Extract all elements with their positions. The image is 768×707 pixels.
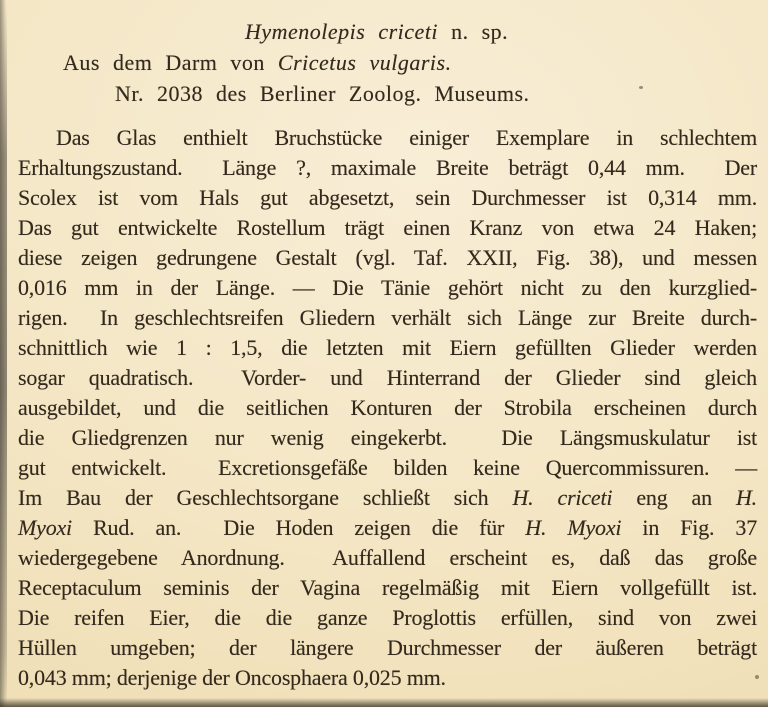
species-name-italic: H. Myoxi	[525, 515, 622, 540]
body-text-line	[18, 573, 757, 603]
text-segment: Scolex ist vom Hals gut abgesetzt, sein Durchmesser ist 0,314 mm.	[18, 185, 757, 210]
text-segment: diese zeigen gedrungene Gestalt (vgl. Taf. XXII, Fig. 38), und messen	[18, 245, 757, 270]
body-paragraph	[18, 123, 757, 693]
heading-line	[0, 78, 768, 109]
text-segment: 0,016 mm in der Länge. — Die Tänie gehört nicht zu den kurzglied-	[18, 275, 757, 300]
text-segment: n. sp.	[438, 19, 509, 44]
text-segment: Das Glas enthielt Bruchstücke einiger Exemplare in schlechtem	[56, 125, 757, 150]
body-text-line	[18, 183, 757, 213]
body-text-line	[18, 483, 757, 513]
body-text-line	[18, 153, 757, 183]
page-bottom-edge	[0, 698, 768, 707]
species-name-italic: Cricetus vulgaris.	[277, 50, 452, 75]
body-text-line	[18, 333, 757, 363]
heading-line	[0, 47, 768, 78]
text-segment: Hüllen umgeben; der längere Durchmesser der äußeren beträgt	[18, 635, 757, 660]
species-name-italic: Hymenolepis criceti	[245, 19, 439, 44]
heading	[0, 0, 768, 109]
text-segment: eng an	[612, 485, 736, 510]
body-text-line	[18, 603, 757, 633]
text-segment: die Gliedgrenzen nur wenig eingekerbt. Die Längsmuskulatur ist	[18, 425, 757, 450]
species-name-italic: H.	[735, 485, 757, 510]
body-text-line	[18, 423, 757, 453]
body-text-line	[18, 453, 757, 483]
text-segment: Das gut entwickelte Rostellum trägt einen Kranz von etwa 24 Haken;	[18, 215, 757, 240]
text-segment: wiedergegebene Anordnung. Auffallend erscheint es, daß das große	[18, 545, 757, 570]
text-segment: ausgebildet, und die seitlichen Konturen der Strobila erscheinen durch	[18, 395, 757, 420]
text-segment: Die reifen Eier, die die ganze Proglottis erfüllen, sind von zwei	[18, 605, 757, 630]
text-segment: gut entwickelt. Excretionsgefäße bilden keine Quercommissuren. —	[18, 455, 757, 480]
body-text-line	[18, 303, 757, 333]
species-name-italic: Myoxi	[18, 515, 72, 540]
text-segment: Receptaculum seminis der Vagina regelmäßig mit Eiern vollgefüllt ist.	[18, 575, 757, 600]
body-text-line	[18, 273, 757, 303]
text-segment: Aus dem Darm von	[63, 50, 278, 75]
text-segment: rigen. In geschlechtsreifen Gliedern verhält sich Länge zur Breite durch-	[18, 305, 757, 330]
text-segment: in Fig. 37	[621, 515, 757, 540]
body-text-line	[18, 213, 757, 243]
body-text-line	[18, 363, 757, 393]
text-segment: schnittlich wie 1 : 1,5, die letzten mit Eiern gefüllten Glieder werden	[18, 335, 757, 360]
body-text-line	[18, 633, 757, 663]
body-text-line	[18, 663, 757, 693]
text-segment: Rud. an. Die Hoden zeigen die für	[71, 515, 526, 540]
text-segment: 0,043 mm; derjenige der Oncosphaera 0,025 mm.	[18, 665, 446, 690]
text-segment: Nr. 2038 des Berliner Zoolog. Museums.	[115, 81, 530, 106]
body-text-line	[18, 123, 757, 153]
species-name-italic: H. criceti	[512, 485, 613, 510]
body-text-line	[18, 513, 757, 543]
text-segment: Im Bau der Geschlechtsorgane schließt sich	[18, 485, 513, 510]
text-segment: sogar quadratisch. Vorder- und Hinterrand der Glieder sind gleich	[18, 365, 757, 390]
body-text-line	[18, 543, 757, 573]
body-text-line	[18, 393, 757, 423]
body-text-line	[18, 243, 757, 273]
text-segment: Erhaltungszustand. Länge ?, maximale Breite beträgt 0,44 mm. Der	[18, 155, 757, 180]
heading-line	[0, 16, 768, 47]
